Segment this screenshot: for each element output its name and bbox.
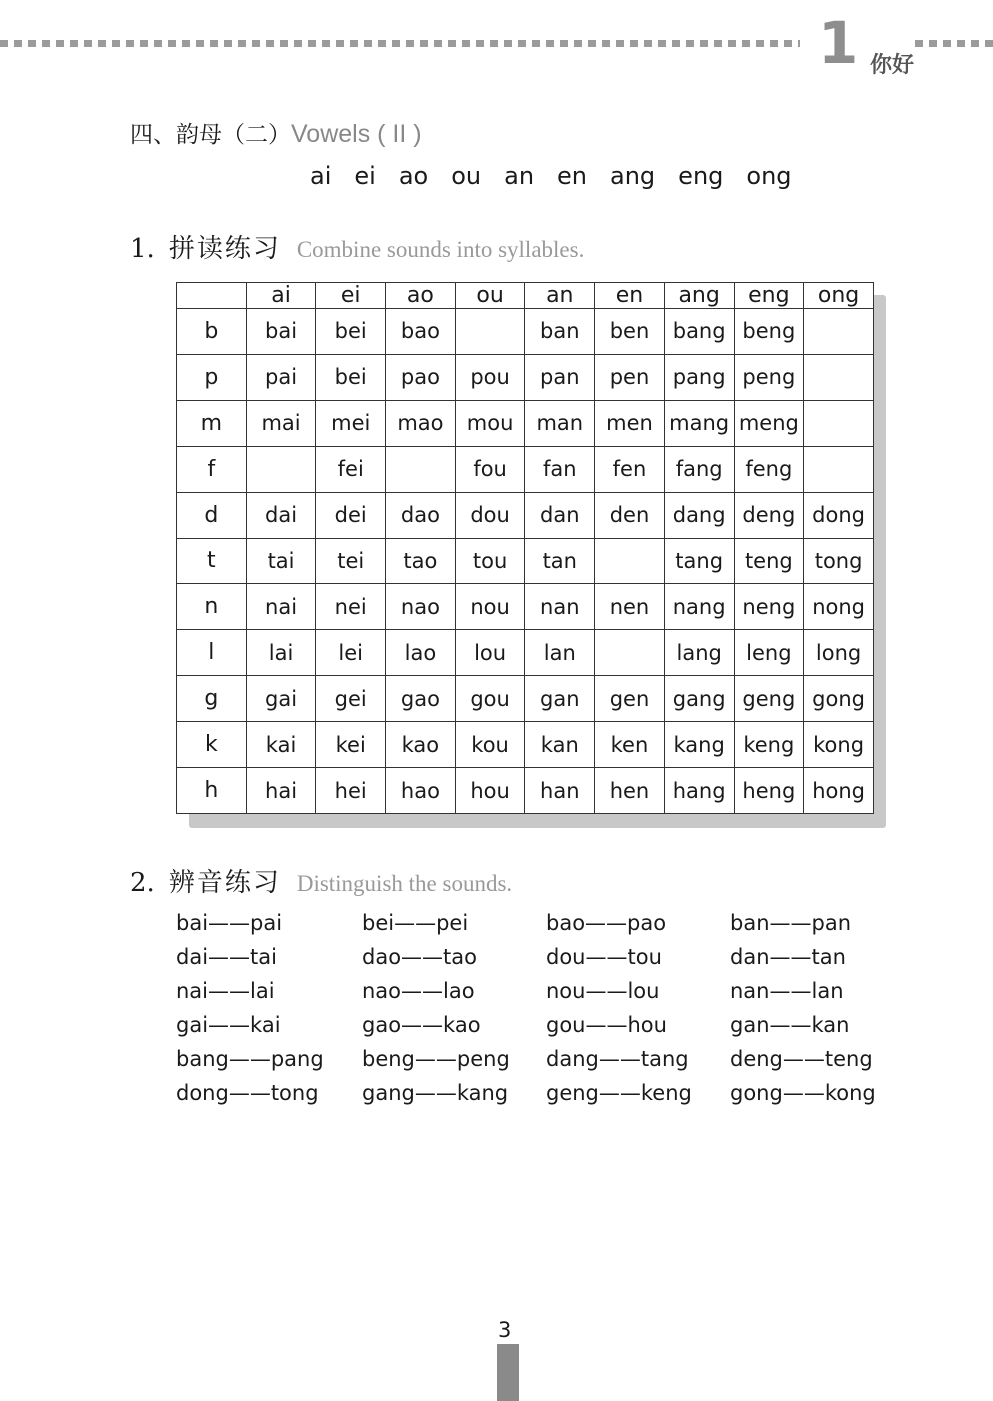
syllable-cell: geng xyxy=(734,676,804,722)
sound-pair: gai——kai xyxy=(176,1013,281,1037)
initial-cell: p xyxy=(177,354,247,400)
vowel-item: ong xyxy=(746,162,792,190)
syllable-cell: fen xyxy=(595,446,665,492)
table-row xyxy=(177,309,874,355)
sound-pair: nao——lao xyxy=(362,979,475,1003)
sound-pair: bei——pei xyxy=(362,911,469,935)
syllable-cell xyxy=(386,446,456,492)
syllable-cell xyxy=(595,630,665,676)
syllable-cell: nai xyxy=(246,584,316,630)
syllable-cell: pai xyxy=(246,354,316,400)
initial-cell: f xyxy=(177,446,247,492)
syllable-cell: dong xyxy=(804,492,874,538)
lesson-title: 你好 xyxy=(870,53,915,78)
syllable-cell: ban xyxy=(525,309,595,355)
table-row xyxy=(177,768,874,814)
initial-cell: b xyxy=(177,309,247,355)
syllable-cell: lou xyxy=(455,630,525,676)
sound-pair: geng——keng xyxy=(546,1081,692,1105)
table-header-cell: en xyxy=(595,283,665,309)
vowel-item: an xyxy=(504,162,535,190)
syllable-cell: dou xyxy=(455,492,525,538)
syllable-cell xyxy=(595,538,665,584)
syllable-cell: mou xyxy=(455,400,525,446)
exercise-title-zh: 辨音练习 xyxy=(168,868,281,898)
syllable-cell: nen xyxy=(595,584,665,630)
lesson-number: 1 xyxy=(818,9,859,77)
sound-pair: bao——pao xyxy=(546,911,667,935)
syllable-cell: gen xyxy=(595,676,665,722)
section-title-en: Vowels ( II ) xyxy=(291,120,422,148)
exercise2-heading xyxy=(130,862,512,899)
syllable-cell: kan xyxy=(525,722,595,768)
table-header-cell: ei xyxy=(316,283,386,309)
sound-pair: dong——tong xyxy=(176,1081,319,1105)
sound-pair: dao——tao xyxy=(362,945,477,969)
sound-pair: dang——tang xyxy=(546,1047,689,1071)
table-row xyxy=(177,400,874,446)
table-row xyxy=(177,492,874,538)
syllable-cell: nong xyxy=(804,584,874,630)
syllable-cell: pao xyxy=(386,354,456,400)
initial-cell: l xyxy=(177,630,247,676)
exercise1-heading xyxy=(130,228,584,265)
table-row xyxy=(177,722,874,768)
initial-cell: t xyxy=(177,538,247,584)
syllable-cell: lei xyxy=(316,630,386,676)
syllable-cell xyxy=(804,400,874,446)
syllable-cell xyxy=(246,446,316,492)
syllable-cell: long xyxy=(804,630,874,676)
syllable-cell: kei xyxy=(316,722,386,768)
initial-cell: n xyxy=(177,584,247,630)
sound-pair: dan——tan xyxy=(730,945,846,969)
syllable-cell: dai xyxy=(246,492,316,538)
sound-pair: gao——kao xyxy=(362,1013,481,1037)
table-header-cell: an xyxy=(525,283,595,309)
syllable-cell: lan xyxy=(525,630,595,676)
exercise-title-zh: 拼读练习 xyxy=(168,234,281,264)
page-tab xyxy=(497,1344,519,1401)
vowel-item: ei xyxy=(354,162,376,190)
vowel-item: ao xyxy=(398,162,429,190)
syllable-cell: gai xyxy=(246,676,316,722)
syllable-cell: nang xyxy=(664,584,734,630)
sound-pair: gong——kong xyxy=(730,1081,876,1105)
syllable-cell: mei xyxy=(316,400,386,446)
syllable-table xyxy=(176,282,874,814)
exercise-title-en: Distinguish the sounds. xyxy=(296,871,513,896)
sound-pair: gou——hou xyxy=(546,1013,667,1037)
header-dashed-line xyxy=(0,40,800,47)
sound-pair: deng——teng xyxy=(730,1047,873,1071)
syllable-cell: kou xyxy=(455,722,525,768)
syllable-cell: hei xyxy=(316,768,386,814)
syllable-cell: bang xyxy=(664,309,734,355)
table-row xyxy=(177,354,874,400)
syllable-cell: nan xyxy=(525,584,595,630)
table-header-cell: ao xyxy=(386,283,456,309)
syllable-cell: fou xyxy=(455,446,525,492)
syllable-cell: leng xyxy=(734,630,804,676)
syllable-cell: tong xyxy=(804,538,874,584)
section-title-zh: 四、韵母（二） xyxy=(130,122,291,148)
table-header-cell: ang xyxy=(664,283,734,309)
initial-cell: g xyxy=(177,676,247,722)
syllable-cell: hen xyxy=(595,768,665,814)
syllable-cell: nao xyxy=(386,584,456,630)
table-header-cell: ong xyxy=(804,283,874,309)
syllable-cell: fan xyxy=(525,446,595,492)
header-dashed-line-right xyxy=(915,40,993,47)
syllable-cell: tang xyxy=(664,538,734,584)
syllable-cell: gong xyxy=(804,676,874,722)
syllable-cell: neng xyxy=(734,584,804,630)
syllable-cell: lao xyxy=(386,630,456,676)
syllable-cell: bei xyxy=(316,354,386,400)
sound-pair: nai——lai xyxy=(176,979,275,1003)
syllable-cell: tei xyxy=(316,538,386,584)
sound-pair: dai——tai xyxy=(176,945,277,969)
sound-pair: nou——lou xyxy=(546,979,660,1003)
syllable-cell: man xyxy=(525,400,595,446)
syllable-cell: hong xyxy=(804,768,874,814)
syllable-cell: bai xyxy=(246,309,316,355)
vowel-item: ai xyxy=(310,162,332,190)
exercise-title-en: Combine sounds into syllables. xyxy=(296,237,585,262)
syllable-cell: pou xyxy=(455,354,525,400)
table-row xyxy=(177,538,874,584)
sound-pair: bang——pang xyxy=(176,1047,324,1071)
section-title xyxy=(130,116,422,149)
syllable-cell: pen xyxy=(595,354,665,400)
syllable-cell: kao xyxy=(386,722,456,768)
exercise-number: 2. xyxy=(130,868,155,898)
vowel-list xyxy=(310,162,830,190)
syllable-cell: hou xyxy=(455,768,525,814)
syllable-cell: mao xyxy=(386,400,456,446)
syllable-cell: gei xyxy=(316,676,386,722)
initial-cell: k xyxy=(177,722,247,768)
syllable-cell: feng xyxy=(734,446,804,492)
syllable-cell: bei xyxy=(316,309,386,355)
syllable-cell: dei xyxy=(316,492,386,538)
syllable-cell: hang xyxy=(664,768,734,814)
vowel-item: en xyxy=(557,162,588,190)
syllable-cell: tan xyxy=(525,538,595,584)
syllable-cell: keng xyxy=(734,722,804,768)
syllable-cell: mang xyxy=(664,400,734,446)
initial-cell: m xyxy=(177,400,247,446)
vowel-item: ang xyxy=(610,162,656,190)
table-row xyxy=(177,584,874,630)
sound-pair: gan——kan xyxy=(730,1013,850,1037)
syllable-cell: tai xyxy=(246,538,316,584)
syllable-cell: kong xyxy=(804,722,874,768)
syllable-cell: hao xyxy=(386,768,456,814)
table-corner-cell xyxy=(177,283,247,309)
sound-pairs-grid xyxy=(176,910,896,1107)
syllable-cell: peng xyxy=(734,354,804,400)
syllable-cell: teng xyxy=(734,538,804,584)
syllable-cell: fang xyxy=(664,446,734,492)
syllable-cell: gan xyxy=(525,676,595,722)
table-header-cell: ai xyxy=(246,283,316,309)
initial-cell: h xyxy=(177,768,247,814)
syllable-cell: gou xyxy=(455,676,525,722)
sound-pair: nan——lan xyxy=(730,979,844,1003)
syllable-cell: bao xyxy=(386,309,456,355)
syllable-cell xyxy=(455,309,525,355)
sound-pair: gang——kang xyxy=(362,1081,509,1105)
syllable-cell xyxy=(804,309,874,355)
syllable-cell: dao xyxy=(386,492,456,538)
syllable-cell: heng xyxy=(734,768,804,814)
syllable-cell xyxy=(804,446,874,492)
table-header-cell: ou xyxy=(455,283,525,309)
syllable-cell: nei xyxy=(316,584,386,630)
syllable-cell: gang xyxy=(664,676,734,722)
syllable-cell: lang xyxy=(664,630,734,676)
syllable-cell: tao xyxy=(386,538,456,584)
syllable-cell: pang xyxy=(664,354,734,400)
table-row xyxy=(177,630,874,676)
syllable-cell: fei xyxy=(316,446,386,492)
exercise-number: 1. xyxy=(130,234,155,264)
syllable-cell: tou xyxy=(455,538,525,584)
syllable-cell: beng xyxy=(734,309,804,355)
syllable-cell: pan xyxy=(525,354,595,400)
syllable-cell xyxy=(804,354,874,400)
syllable-cell: han xyxy=(525,768,595,814)
table-row xyxy=(177,676,874,722)
syllable-cell: dang xyxy=(664,492,734,538)
initial-cell: d xyxy=(177,492,247,538)
syllable-cell: deng xyxy=(734,492,804,538)
syllable-cell: gao xyxy=(386,676,456,722)
syllable-cell: nou xyxy=(455,584,525,630)
sound-pair: dou——tou xyxy=(546,945,662,969)
syllable-cell: meng xyxy=(734,400,804,446)
vowel-item: ou xyxy=(451,162,482,190)
syllable-cell: ben xyxy=(595,309,665,355)
sound-pair: ban——pan xyxy=(730,911,852,935)
syllable-cell: ken xyxy=(595,722,665,768)
table-row xyxy=(177,446,874,492)
syllable-cell: men xyxy=(595,400,665,446)
page-number: 3 xyxy=(498,1318,512,1342)
syllable-cell: dan xyxy=(525,492,595,538)
syllable-cell: kang xyxy=(664,722,734,768)
syllable-cell: lai xyxy=(246,630,316,676)
syllable-cell: den xyxy=(595,492,665,538)
table-header-row xyxy=(177,283,874,309)
vowel-item: eng xyxy=(678,162,724,190)
table-header-cell: eng xyxy=(734,283,804,309)
sound-pair: beng——peng xyxy=(362,1047,510,1071)
syllable-cell: kai xyxy=(246,722,316,768)
syllable-cell: mai xyxy=(246,400,316,446)
sound-pair: bai——pai xyxy=(176,911,283,935)
syllable-cell: hai xyxy=(246,768,316,814)
